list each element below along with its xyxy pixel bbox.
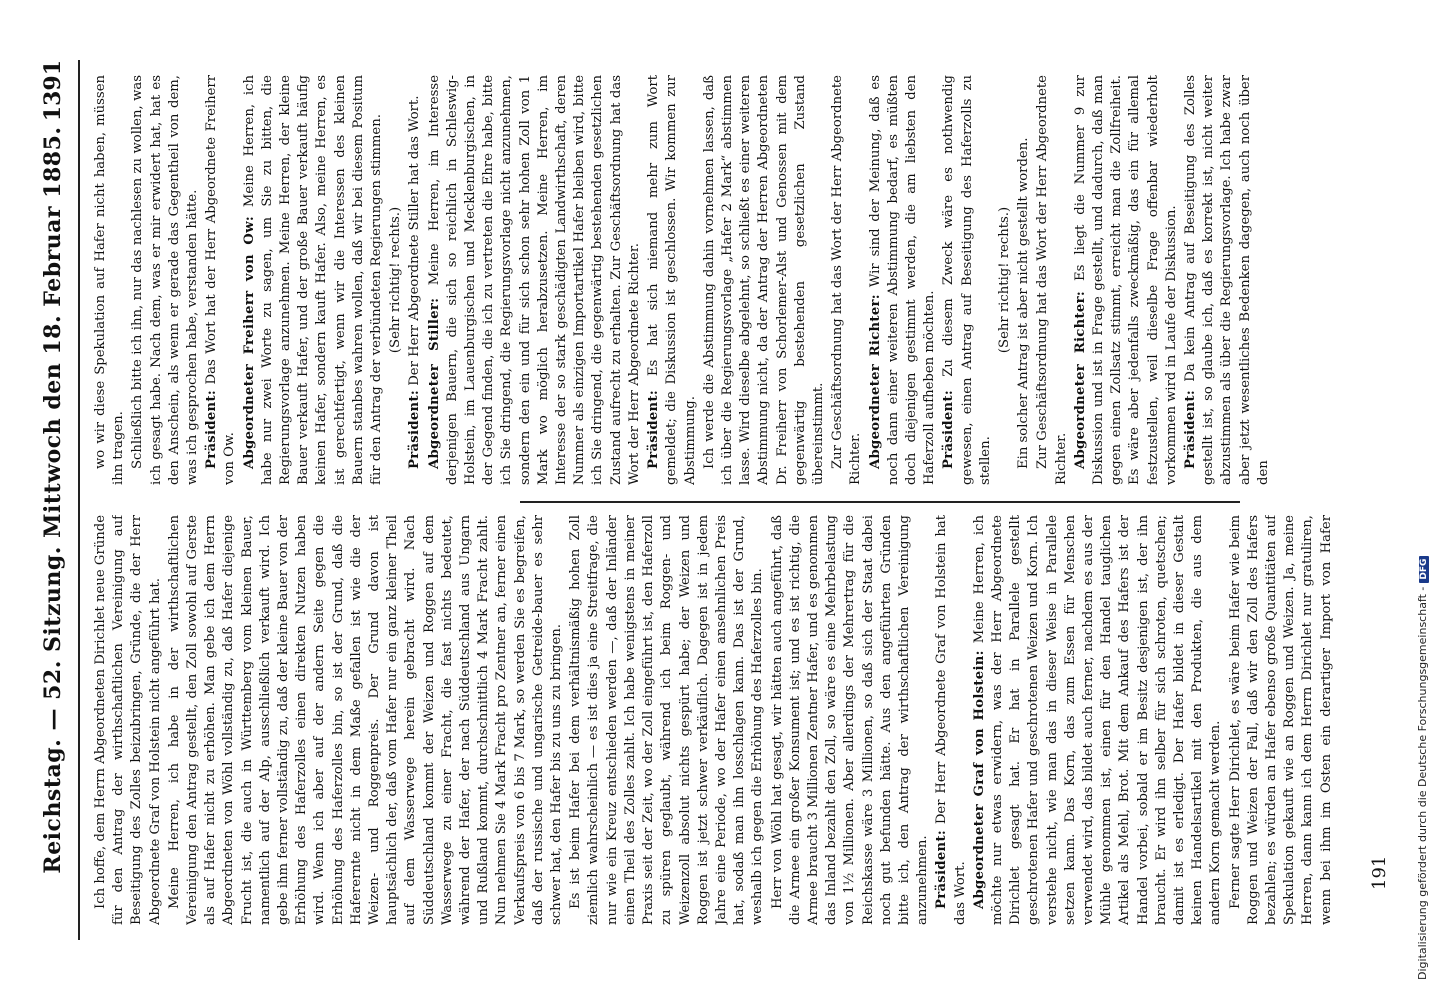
paragraph-text: (Sehr richtig! rechts.) [996, 206, 1012, 354]
paragraph [1182, 75, 1273, 485]
speaker-name: Abgeordneter Richter: [867, 294, 883, 469]
paragraph [829, 75, 865, 485]
dfg-credit [1416, 556, 1429, 980]
paragraph-text: Zur Geschäftsordnung hat das Wort der Herr Abgeordnete Richter. [830, 75, 864, 485]
paragraph [241, 75, 387, 485]
header-title: Reichstag. — 52. Sitzung. Mittwoch den 18. Februar 1885. [40, 126, 66, 874]
page-header [40, 60, 70, 940]
paragraph-text: Schließlich bitte ich ihn, nur das nachlesen zu wollen, was ich gesagt habe. Nach dem, was er mir erwidert hat, hat es den Anschein, als wenn er gerade das Gegentheil von dem, was ich gesprochen habe, verstanden hätte. [130, 75, 201, 485]
paragraph-text: Das Wort hat der Herr Abgeordnete Freiherr von Ow. [204, 75, 238, 485]
digitization-sidebar [1412, 0, 1432, 1000]
paragraph [426, 75, 644, 485]
paragraph-text: Es ist beim Hafer bei dem verhältnismäßig hohen Zoll ziemlich wahrscheinlich — es ist dies ja eine Streitfrage, die nur wie ein Kreuz entschieden werden —, daß der Inländer einen Theil des Zolles zahlt. Ich habe wenigstens in meiner Praxis seit der Zeit, wo der Zoll eingeführt ist, den Haferzoll zu spüren geglaubt, während ich beim Roggen- und Weizenzoll absolut nichts gespürt habe; der Weizen und Roggen ist jetzt schwer verkäuflich. Dagegen ist in jedem Jahre eine Periode, wo der Hafer einen ansehnlichen Preis hat, sodaß man ihn losschlagen kann. Das ist der Grund, weshalb ich gegen die Erhöhung des Haferzolles bin. [568, 515, 766, 925]
paragraph-text: Ein solcher Antrag ist aber nicht gestellt worden. [1016, 137, 1032, 469]
paragraph [1015, 75, 1033, 485]
paragraph [203, 75, 239, 485]
paragraph-text: Meine Herren, ich habe nur zwei Worte zu sagen, um Sie zu bitten, die Regierungsvorlage anzunehmen. Meine Herren, der kleine Bauer verkauft Hafer, und der große Bauer verkauft häufig keinen Hafer, sondern kauft Hafer. Also, meine Herren, es ist gerechtfertigt, wenn wir die Interessen des kleinen Bauern stanbes wahren wollen, daß wir bei diesem Positum für den Antrag der verbündeten Regierungen stimmen. [241, 75, 385, 485]
speaker-name: Präsident: [1182, 389, 1198, 469]
paragraph [769, 515, 933, 925]
paragraph-text: Es liegt die Nummer 9 zur Diskussion und ist in Frage gestellt, und dadurch, daß man gegen einen Zollsatz stimmt, erreicht man die Zollfreiheit. Es wäre aber jedenfalls zweckmäßig, das ein für allemal festzustellen, weil dieselbe Frage offenbar wiederholt vorkommen wird in Laufe der Diskussion. [1072, 75, 1179, 485]
paragraph-text: Zu diesem Zweck wäre es nothwendig gewesen, einen Antrag auf Beseitigung des Haferzolls zu stellen. [941, 75, 993, 485]
paragraph [92, 515, 165, 925]
speaker-name: Abgeordneter Stiller: [426, 297, 442, 469]
paragraph-text: Zur Geschäftsordnung hat das Wort der Herr Abgeordnete Richter. [1035, 75, 1069, 485]
paragraph [701, 75, 828, 485]
right-column [92, 75, 1337, 485]
paragraph-text: Ich hoffe, dem Herrn Abgeordneten Dirichlet neue Gründe für den Antrag der wirthschaftlichen Vereinigung auf Beseitigung des Zolles beizubringen, Gründe, die der Herr Abgeordnete Graf von Holstein nicht angeführt hat. [93, 515, 163, 925]
speaker-name: Präsident: [204, 389, 220, 469]
paragraph-text: Meine Herren, ich habe in der wirthschaftlichen Vereinigung den Antrag gestellt, den Zoll sowohl auf Gerste als auf Hafer nicht zu erhöhen. Man gebe ich dem Herrn Abgeordneten von Wöhl vollständig zu, daß Hafer diejenige Frucht ist, die auch in Württemberg vom kleinen Bauer, namentlich auf der Alp, ausschließlich verkauft wird. Ich gebe ihm ferner vollständig zu, daß der kleine Bauer von der Erhöhung des Haferzolles einen direkten Nutzen haben wird. Wenn ich aber auf der andern Seite gegen die Erhöhung des Haferzolles bin, so ist der Grund, daß die Haferernte nicht in dem Maße gefallen ist wie die der Weizen- und Roggenpreis. Der Grund davon ist hauptsächlich der, daß vom Hafer nur ein ganz kleiner Theil auf dem Wasserwege herein gebracht wird. Nach Süddeutschland kommt der Weizen und Roggen auf dem Wasserwege zu einer Fracht, die fast nichts bedeutet, während der Hafer, der nach Süddeutschland aus Ungarn und Rußland kommt, durchschnittlich 4 Mark Fracht zahlt. Nun nehmen Sie 4 Mark Fracht pro Zentner an, ferner einen Verkaufspreis von 6 bis 7 Mark, so werden Sie es begreifen, daß der russische und ungarische Getreide-bauer es sehr schwer hat, den Hafer bis zu uns zu bringen. [166, 515, 565, 925]
header-rule [78, 60, 80, 940]
paragraph [166, 515, 566, 925]
paragraph [1227, 515, 1337, 925]
speaker-name: Präsident: [646, 389, 662, 469]
paragraph-text: Ferner sagte Herr Dirichlet, es wäre beim Hafer wie beim Roggen und Weizen der Fall, daß wir den Zoll des Hafers bezahlen; es würden an Hafer ebenso große Quantitäten auf Spekulation gekauft wie an Roggen und Weizen. Ja, meine Herren, dann kann ich dem Herrn Dirichlet nur gratuliren, wenn bei ihm im Osten ein derartiger Import von Hafer [1227, 515, 1334, 925]
speaker-name: Abgeordneter Freiherr von Ow: [241, 215, 257, 469]
column-divider [520, 501, 1240, 503]
paragraph [129, 75, 202, 485]
paragraph-text: Meine Herren, im Interesse derjenigen Bauern, die sich so reichlich in Schleswig-Holstein, im Lauenburgischen und Mecklenburgischen, in der Gegend finden, die ich zu vertreten die Ehre habe, bitte ich Sie dringend, die Regierungsvorlage nicht anzunehmen, sondern den ein und für sich schon sehr hohen Zoll von 1 Mark wo möglich herabzusetzen. Meine Herren, im Interesse der so stark geschädigten Landwirthschaft, deren Nummer als einzigen Importartikel Hafer bleiben wird, bitte ich Sie dringend, die gegenwärtig bestehenden gesetzlichen Zustand aufrecht zu erhalten. Zur Geschäftsordnung hat das Wort der Herr Abgeordnete Richter. [426, 75, 642, 485]
paragraph-text: Herr von Wöhl hat gesagt, wir hätten auch angeführt, daß die Armee ein großer Konsument ist; und es ist richtig, die Armee braucht 3 Millionen Zentner Hafer, und es genommen das Inland bezahlt den Zoll, so wäre es eine Mehrbelastung von 1½ Millionen. Aber allerdings der Mehrertrag für die Reichskasse wäre 3 Millionen, so daß sich der Staat dabei noch gut befunden hätte. Aus den angeführten Gründen bitte ich, den Antrag der wirthschaftlichen Vereinigung anzunehmen. [769, 515, 931, 925]
paragraph-text: Der Herr Abgeordnete Graf von Holstein hat das Wort. [934, 515, 968, 925]
paragraph [933, 515, 969, 925]
speaker-name: Präsident: [941, 389, 957, 469]
paragraph-text: Da kein Antrag auf Beseitigung des Zolles gestellt ist, so glaube ich, daß es korrekt ist, nicht weiter abzustimmen als über die Regierungsvorlage. Ich habe zwar aber jetzt wesentliches Bedenken dagegen, auch noch über den [1182, 75, 1271, 485]
paragraph-text: Wir sind der Meinung, daß es noch dann einer weiteren Abstimmung bedarf, es müßten doch diejenigen gestimmt werden, die am liebsten den Haferzoll aufheben möchten. [867, 75, 938, 485]
paragraph-text: wo wir diese Spekulation auf Hafer nicht haben, müssen ihn tragen. [93, 75, 127, 485]
paragraph-text: Der Herr Abgeordnete Stiller hat das Wort. [407, 95, 423, 386]
paragraph-text: (Sehr richtig! rechts.) [388, 206, 404, 354]
paragraph [1072, 75, 1181, 485]
speaker-name: Abgeordneter Graf von Holstein: [971, 650, 987, 909]
paragraph [645, 75, 700, 485]
paragraph [1034, 75, 1070, 485]
paragraph [940, 75, 995, 485]
speaker-name: Präsident: [934, 829, 950, 909]
speaker-name: Präsident: [407, 389, 423, 469]
paragraph-text: Es hat sich niemand mehr zum Wort gemeldet; die Diskussion ist geschlossen. Wir kommen zur Abstimmung. [646, 75, 698, 485]
paragraph [867, 75, 940, 485]
footer-page-ref: 191 [1369, 855, 1390, 890]
interjection [387, 75, 405, 485]
paragraph-text: Meine Herren, ich möchte nur etwas erwidern, was der Herr Abgeordnete Dirichlet gesagt hat. Er hat in Parallele gestellt geschrotenen Hafer und geschrotenen Weizen und Korn. Ich verstehe nicht, wie man das in dieser Weise in Parallele setzen kann. Das Korn, das zum Essen für Menschen verwendet wird, das bildet auch ferner, nachdem es aus der Mühle genommen ist, einen für den Handel tauglichen Artikel als Mehl, Brot. Mit dem Ankauf des Hafers ist der Handel vorbei, sobald er im Besitz desjenigen ist, der ihn braucht. Er wird ihn selber für sich schroten, quetschen; damit ist es erledigt. Der Hafer bildet in dieser Gestalt keinen Handelsartikel mit den Produkten, die aus dem andern Korn gemacht werden. [971, 515, 1224, 925]
paragraph [971, 515, 1226, 925]
speaker-name: Abgeordneter Richter: [1072, 291, 1088, 469]
header-page-number: 1391 [40, 60, 66, 122]
paragraph-text: Ich werde die Abstimmung dahin vornehmen lassen, daß ich über die Regierungsvorlage „Hafer 2 Mark“ abstimmen lasse. Wird dieselbe abgelehnt, so schließt es einer weiteren Abstimmung nicht, da der Antrag der Herren Abgeordneten Dr. Freiherr von Schorlemer-Alst und Genossen mit dem gegenwärtig bestehenden gesetzlichen Zustand übereinstimmt. [701, 75, 826, 485]
dfg-credit-text: Digitalisierung gefördert durch die Deutsche Forschungsgemeinschaft - [1416, 586, 1429, 980]
dfg-logo-icon: DFG [1419, 556, 1429, 583]
paragraph [406, 75, 424, 485]
interjection [996, 75, 1014, 485]
left-column [92, 515, 1337, 925]
paragraph [567, 515, 767, 925]
paragraph [92, 75, 128, 485]
